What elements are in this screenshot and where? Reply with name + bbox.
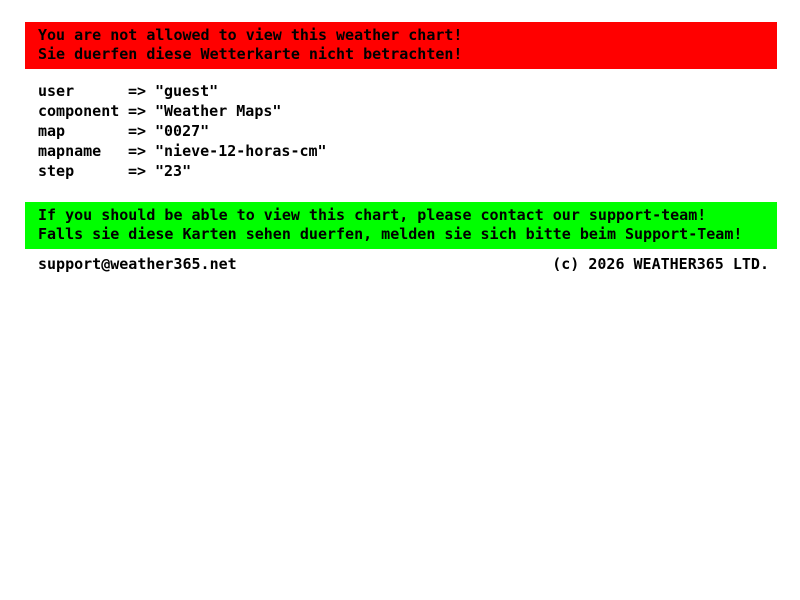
detail-key: mapname bbox=[38, 142, 102, 160]
access-denied-banner bbox=[25, 22, 777, 69]
detail-value: "0027" bbox=[155, 122, 210, 140]
support-contact-banner bbox=[25, 202, 777, 249]
detail-key: map bbox=[38, 122, 66, 140]
detail-value: "nieve-12-horas-cm" bbox=[155, 142, 327, 160]
support-line-de: Falls sie diese Karten sehen duerfen, melden sie sich bitte beim Support-Team! bbox=[38, 225, 743, 243]
detail-row-map bbox=[38, 121, 777, 141]
detail-arrow: => bbox=[128, 82, 147, 100]
detail-arrow: => bbox=[128, 142, 147, 160]
copyright-notice: (c) 2026 WEATHER365 LTD. bbox=[552, 255, 769, 273]
detail-value: "23" bbox=[155, 162, 192, 180]
access-denied-line-de: Sie duerfen diese Wetterkarte nicht betrachten! bbox=[38, 45, 463, 63]
detail-row-mapname bbox=[38, 141, 777, 161]
detail-key: component bbox=[38, 102, 120, 120]
detail-arrow: => bbox=[128, 102, 147, 120]
detail-value: "Weather Maps" bbox=[155, 102, 282, 120]
detail-value: "guest" bbox=[155, 82, 219, 100]
detail-key: step bbox=[38, 162, 75, 180]
access-denied-line-en: You are not allowed to view this weather chart! bbox=[38, 26, 463, 44]
detail-row-user bbox=[38, 81, 777, 101]
detail-key: user bbox=[38, 82, 75, 100]
footer bbox=[25, 254, 777, 274]
detail-arrow: => bbox=[128, 162, 147, 180]
support-email: support@weather365.net bbox=[38, 255, 237, 273]
detail-arrow: => bbox=[128, 122, 147, 140]
support-line-en: If you should be able to view this chart, please contact our support-team! bbox=[38, 206, 707, 224]
request-details-list bbox=[38, 81, 777, 181]
detail-row-step bbox=[38, 161, 777, 181]
detail-row-component bbox=[38, 101, 777, 121]
page-content bbox=[25, 22, 777, 274]
